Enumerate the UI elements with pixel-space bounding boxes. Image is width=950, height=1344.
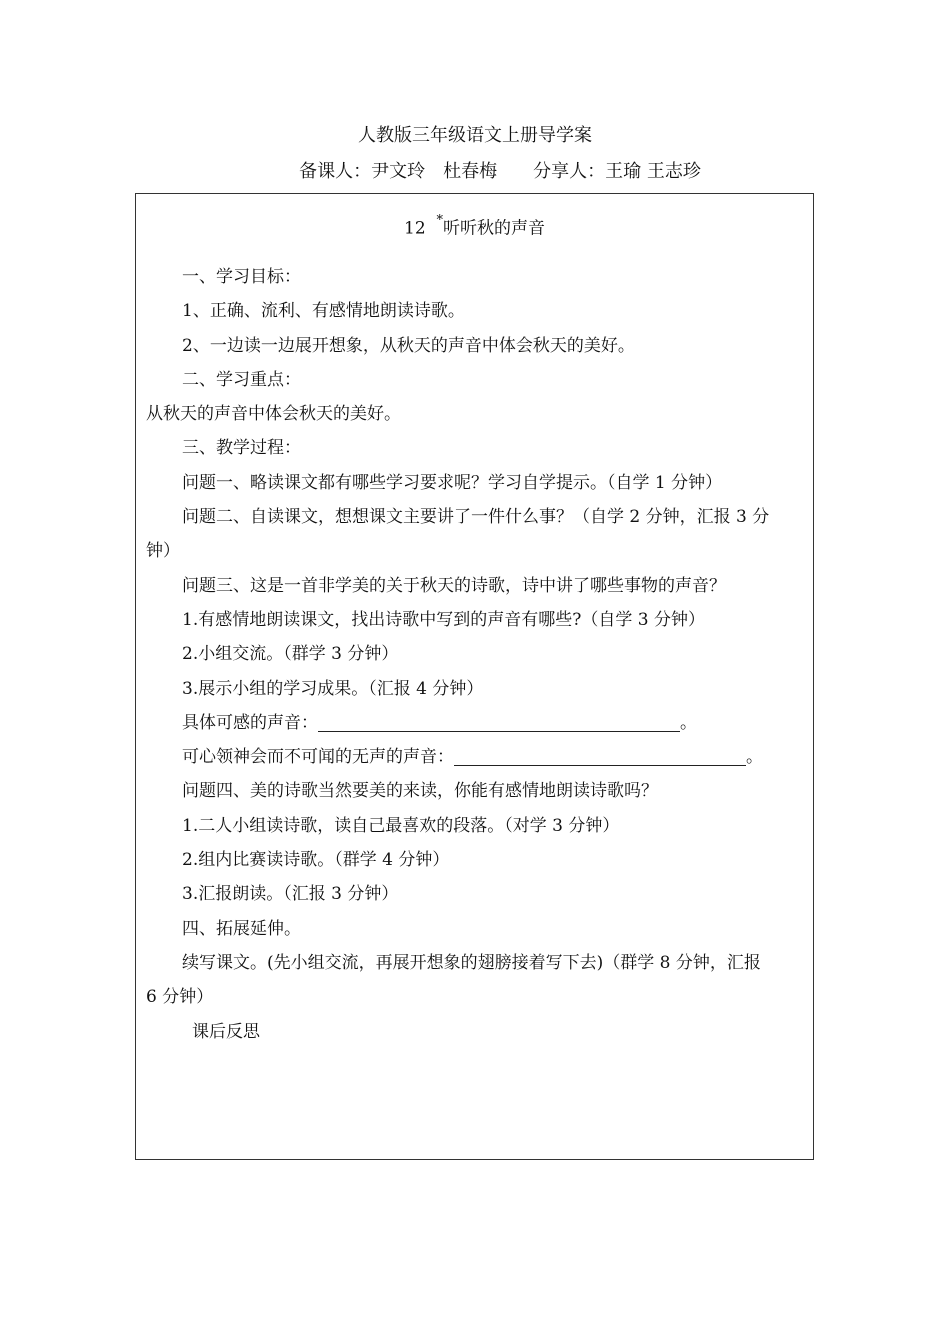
- silent-sound-blank[interactable]: [454, 745, 746, 766]
- lesson-name: 听听秋的声音: [442, 218, 545, 239]
- concrete-sound-blank[interactable]: [318, 711, 680, 732]
- silent-sound-label: 可心领神会而不可闻的无声的声音：: [182, 747, 454, 768]
- question-4-step-2: 2.组内比赛读诗歌。（群学 4 分钟）: [182, 850, 450, 871]
- question-2-continued: 钟）: [146, 541, 180, 562]
- lesson-box: [135, 193, 814, 1160]
- lesson-title: [136, 212, 813, 241]
- question-3-step-2: 2.小组交流。（群学 3 分钟）: [182, 644, 399, 665]
- extension-text-continued: 6 分钟）: [146, 987, 214, 1008]
- focus-text: 从秋天的声音中体会秋天的美好。: [146, 404, 401, 425]
- extension-text: 续写课文。(先小组交流，再展开想象的翅膀接着写下去)（群学 8 分钟，汇报: [182, 952, 761, 973]
- lesson-content: [146, 260, 811, 1049]
- concrete-sound-row: [146, 706, 811, 740]
- silent-sound-row: [146, 740, 811, 774]
- question-3-step-3: 3.展示小组的学习成果。（汇报 4 分钟）: [182, 678, 484, 699]
- section-heading-focus: 二、学习重点：: [182, 369, 301, 390]
- concrete-sound-label: 具体可感的声音：: [182, 712, 318, 733]
- goal-2: 2、一边读一边展开想象，从秋天的声音中体会秋天的美好。: [182, 335, 635, 356]
- question-4: 问题四、美的诗歌当然要美的来读，你能有感情地朗读诗歌吗？: [182, 781, 658, 802]
- question-1: 问题一、略读课文都有哪些学习要求呢？学习自学提示。（自学 1 分钟）: [182, 472, 723, 493]
- reflection-label: 课后反思: [192, 1021, 260, 1042]
- question-3-step-1: 1.有感情地朗读课文，找出诗歌中写到的声音有哪些?（自学 3 分钟）: [182, 609, 705, 630]
- concrete-sound-end: 。: [680, 712, 697, 733]
- section-heading-extension: 四、拓展延伸。: [182, 918, 301, 939]
- authors-line: 备课人：尹文玲 杜春梅 分享人：王瑜 王志珍: [299, 161, 701, 182]
- section-heading-goals: 一、学习目标：: [182, 267, 301, 287]
- lesson-number: 12: [404, 218, 426, 239]
- question-4-step-3: 3.汇报朗读。（汇报 3 分钟）: [182, 884, 399, 905]
- question-4-step-1: 1.二人小组读诗歌，读自己最喜欢的段落。（对学 3 分钟）: [182, 815, 620, 836]
- goal-1: 1、正确、流利、有感情地朗读诗歌。: [182, 301, 465, 322]
- document-title: 人教版三年级语文上册导学案: [358, 125, 592, 146]
- question-3: 问题三、这是一首非学美的关于秋天的诗歌，诗中讲了哪些事物的声音？: [182, 575, 726, 596]
- section-heading-process: 三、教学过程：: [182, 438, 301, 459]
- question-2: 问题二、自读课文，想想课文主要讲了一件什么事？（自学 2 分钟，汇报 3 分: [182, 507, 770, 528]
- lesson-star: *: [436, 213, 443, 228]
- silent-sound-end: 。: [746, 747, 763, 768]
